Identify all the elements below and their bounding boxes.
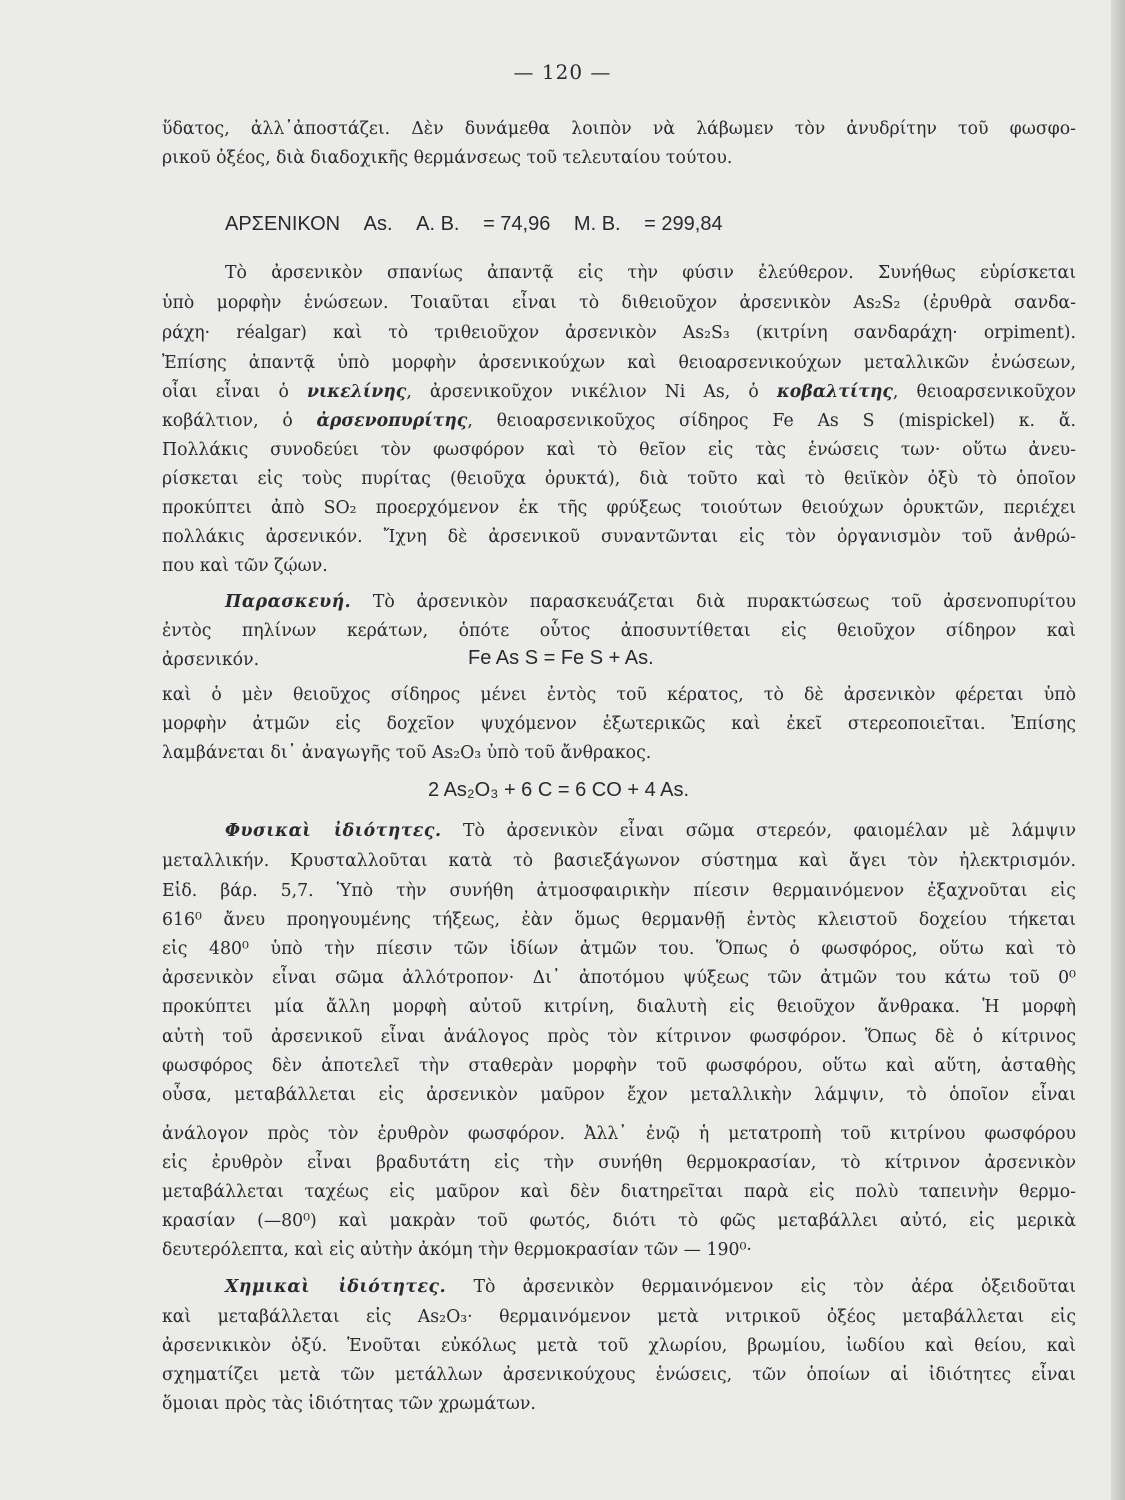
text-line: οὖσα, μεταβάλλεται εἰς ἀρσενικὸν μαῦρον ἔχον μεταλλικὴν λάμψιν, τὸ ὁποῖον εἶναι — [162, 1085, 1076, 1105]
text-line: καὶ μεταβάλλεται εἰς As₂O₃· θερμαινόμενον μετὰ νιτρικοῦ ὀξέος μεταβάλλεται εἰς — [162, 1307, 1076, 1327]
text-line: μορφὴν ἀτμῶν εἰς δοχεῖον ψυχόμενον ἐξωτερικῶς καὶ ἐκεῖ στερεοποιεῖται. Ἐπίσης — [162, 714, 1076, 734]
text-line: Πολλάκις συνοδεύει τὸν φωσφόρον καὶ τὸ θεῖον εἰς τὰς ἑνώσεις των· οὕτω ἀνευ- — [162, 440, 1076, 460]
text-line: που καὶ τῶν ζῴων. — [162, 556, 328, 576]
text-line: εἰς ἐρυθρὸν εἶναι βραδυτάτη εἰς τὴν συνήθη θερμοκρασίαν, τὸ κίτρινον ἀρσενικὸν — [162, 1153, 1076, 1173]
text-line: ρίσκεται εἰς τοὺς πυρίτας (θειοῦχα ὀρυκτά), διὰ τοῦτο καὶ τὸ θειϊκὸν ὀξὺ τὸ ὁποῖον — [162, 469, 1076, 489]
term-arsenopyritis: ἀρσενοπυρίτης — [316, 411, 468, 431]
term-kovaltitis: κοβαλτίτης — [776, 382, 893, 402]
text-line: μεταλλικήν. Κρυσταλλοῦται κατὰ τὸ βασιεξάγωνον σύστημα καὶ ἄγει τὸν ἠλεκτρισμόν. — [162, 851, 1076, 871]
reaction-formula: 2 As₂O₃ + 6 C = 6 CO + 4 As. — [428, 779, 690, 801]
text-line: Εἰδ. βάρ. 5,7. Ὑπὸ τὴν συνήθη ἀτμοσφαιρικὴν πίεσιν θερμαινόμενον ἐξαχνοῦται εἰς — [162, 881, 1076, 901]
molecular-weight-label: Μ. Β. — [573, 213, 621, 235]
text-line: ἀνάλογον πρὸς τὸν ἐρυθρὸν φωσφόρον. Ἀλλ᾿ ἐνῷ ἡ μετατροπὴ τοῦ κιτρίνου φωσφόρου — [162, 1124, 1076, 1144]
atomic-weight-value: = 74,96 — [483, 213, 551, 235]
text-line: πολλάκις ἀρσενικόν. Ἴχνη δὲ ἀρσενικοῦ συναντῶνται εἰς τὸν ὀργανισμὸν τοῦ ἀνθρώ- — [162, 527, 1076, 547]
section-heading-physical-properties: Φυσικαὶ ἰδιότητες. — [225, 821, 442, 841]
text-line: κρασίαν (—80⁰) καὶ μακρὰν τοῦ φωτός, διότι τὸ φῶς μεταβάλλει αὐτό, εἰς μερικὰ — [162, 1211, 1076, 1231]
text-line: Ἐπίσης ἀπαντᾷ ὑπὸ μορφὴν ἀρσενικούχων καὶ θειοαρσενικούχων μεταλλικῶν ἑνώσεων, — [162, 353, 1076, 373]
reaction-formula: Fe As S = Fe S + As. — [468, 647, 654, 669]
text-line: 616⁰ ἄνευ προηγουμένης τήξεως, ἐὰν ὅμως θερμανθῇ ἐντὸς κλειστοῦ δοχείου τήκεται — [162, 910, 1076, 930]
text-line: φωσφόρος δὲν ἀποτελεῖ τὴν σταθερὰν μορφὴν τοῦ φωσφόρου, οὕτω καὶ αὕτη, ἀσταθὴς — [162, 1056, 1076, 1076]
text-line: λαμβάνεται δι᾿ ἀναγωγῆς τοῦ As₂O₃ ὑπὸ τοῦ ἄνθρακος. — [162, 743, 652, 763]
text-line: ἀρσενικόν. — [162, 650, 260, 670]
element-heading — [225, 213, 741, 236]
text-line: μεταβάλλεται ταχέως εἰς μαῦρον καὶ δὲν διατηρεῖται παρὰ εἰς πολὺ ταπεινὴν θερμο- — [162, 1182, 1076, 1202]
term-nikelinis: νικελίνης — [306, 382, 407, 402]
element-symbol: As. — [363, 213, 393, 235]
text-line: σχηματίζει μετὰ τῶν μετάλλων ἀρσενικούχους ἑνώσεις, τῶν ὁποίων αἱ ἰδιότητες εἶναι — [162, 1365, 1076, 1385]
text-line: ἀρσενικικὸν ὀξύ. Ἑνοῦται εὐκόλως μετὰ τοῦ χλωρίου, βρωμίου, ἰωδίου καὶ θείου, καὶ — [162, 1336, 1076, 1356]
text-line: ἐντὸς πηλίνων κεράτων, ὁπότε οὗτος ἀποσυντίθεται εἰς θειοῦχον σίδηρον καὶ — [162, 621, 1076, 641]
text-line: ὕδατος, ἀλλ᾿ἀποστάζει. Δὲν δυνάμεθα λοιπὸν νὰ λάβωμεν τὸν ἀνυδρίτην τοῦ φωσφο- — [162, 119, 1076, 139]
text-line: ρικοῦ ὀξέος, διὰ διαδοχικῆς θερμάνσεως τοῦ τελευταίου τούτου. — [162, 148, 733, 168]
text-line: Παρασκευή. Τὸ ἀρσενικὸν παρασκευάζεται διὰ πυρακτώσεως τοῦ ἀρσενοπυρίτου — [225, 592, 1076, 612]
text-line: αὐτὴ τοῦ ἀρσενικοῦ εἶναι ἀνάλογος πρὸς τὸν κίτρινον φωσφόρον. Ὅπως δὲ ὁ κίτρινος — [162, 1027, 1076, 1047]
text-line: προκύπτει ἀπὸ SO₂ προερχόμενον ἐκ τῆς φρύξεως τοιούτων θειούχων ὀρυκτῶν, περιέχει — [162, 498, 1076, 518]
text-line: κοβάλτιον, ὁ ἀρσενοπυρίτης, θειοαρσενικοῦχος σίδηρος Fe As S (mispickel) κ. ἄ. — [162, 411, 1076, 431]
text-line: Φυσικαὶ ἰδιότητες. Τὸ ἀρσενικὸν εἶναι σῶμα στερεόν, φαιομέλαν μὲ λάμψιν — [225, 821, 1076, 841]
text-line: προκύπτει μία ἄλλη μορφὴ αὐτοῦ κιτρίνη, διαλυτὴ εἰς θειοῦχον ἄνθρακα. Ἡ μορφὴ — [162, 997, 1076, 1017]
text-line: Χημικαὶ ἰδιότητες. Τὸ ἀρσενικὸν θερμαινόμενον εἰς τὸν ἀέρα ὀξειδοῦται — [225, 1277, 1076, 1297]
molecular-weight-value: = 299,84 — [644, 213, 723, 235]
element-name: ΑΡΣΕΝΙΚΟΝ — [225, 213, 341, 235]
text-line: ὑπὸ μορφὴν ἑνώσεων. Τοιαῦται εἶναι τὸ διθειοῦχον ἀρσενικὸν As₂S₂ (ἐρυθρὰ σανδα- — [162, 293, 1076, 313]
text-line: ὅμοιαι πρὸς τὰς ἰδιότητας τῶν χρωμάτων. — [162, 1394, 536, 1414]
section-heading-chemical-properties: Χημικαὶ ἰδιότητες. — [225, 1277, 447, 1297]
text-line: εἰς 480⁰ ὑπὸ τὴν πίεσιν τῶν ἰδίων ἀτμῶν του. Ὅπως ὁ φωσφόρος, οὕτω καὶ τὸ — [162, 939, 1076, 959]
text-line: Τὸ ἀρσενικὸν σπανίως ἀπαντᾷ εἰς τὴν φύσιν ἐλεύθερον. Συνήθως εὑρίσκεται — [225, 263, 1076, 283]
section-heading-preparation: Παρασκευή. — [225, 592, 352, 612]
page-number: — 120 — — [513, 60, 612, 84]
text-line: ἀρσενικὸν εἶναι σῶμα ἀλλότροπον· Δι᾿ ἀποτόμου ψύξεως τῶν ἀτμῶν του κάτω τοῦ 0⁰ — [162, 968, 1076, 988]
atomic-weight-label: Α. Β. — [416, 213, 460, 235]
text-line: ράχη· réalgar) καὶ τὸ τριθειοῦχον ἀρσενικὸν As₂S₃ (κιτρίνη σανδαράχη· orpiment). — [162, 323, 1076, 343]
text-line: οἷαι εἶναι ὁ νικελίνης, ἀρσενικοῦχον νικέλιον Ni As, ὁ κοβαλτίτης, θειοαρσενικοῦχον — [162, 382, 1076, 402]
text-line: δευτερόλεπτα, καὶ εἰς αὐτὴν ἀκόμη τὴν θερμοκρασίαν τῶν — 190⁰· — [162, 1240, 752, 1260]
text-line: καὶ ὁ μὲν θειοῦχος σίδηρος μένει ἐντὸς τοῦ κέρατος, τὸ δὲ ἀρσενικὸν φέρεται ὑπὸ — [162, 685, 1076, 705]
